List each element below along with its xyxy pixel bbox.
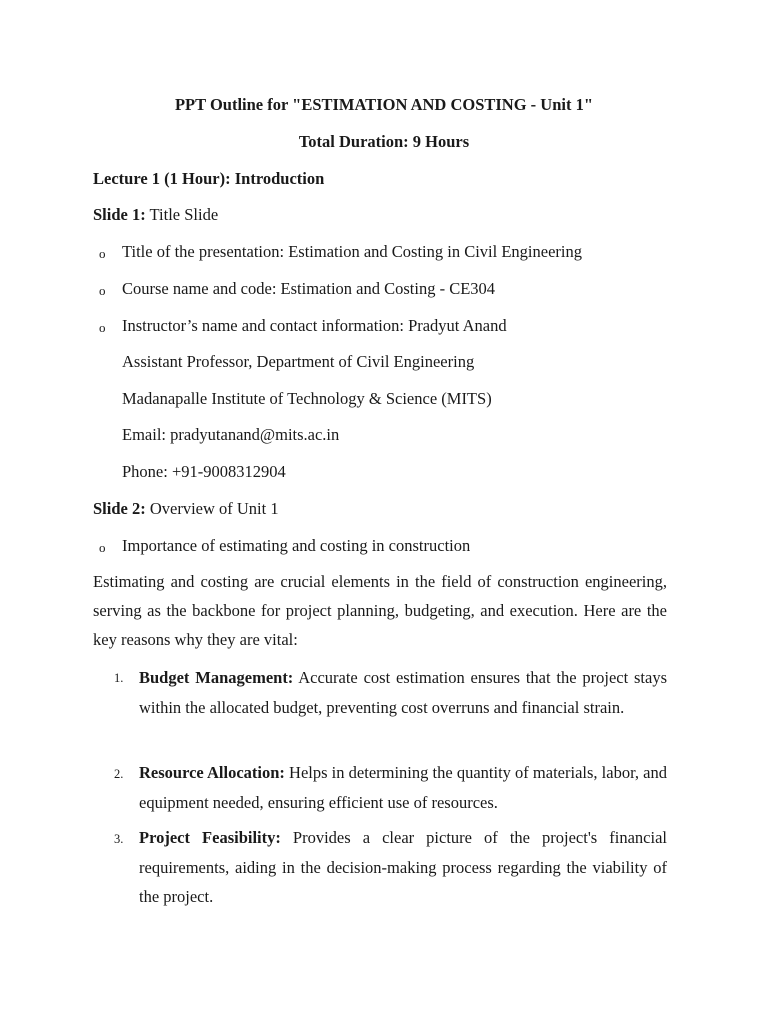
- slide-1-bullet: Instructor’s name and contact information: Pradyut Anand: [122, 316, 507, 335]
- lecture-1-heading: Lecture 1 (1 Hour): Introduction: [93, 169, 325, 188]
- list-number: 1.: [114, 671, 124, 685]
- list-item: [139, 663, 667, 722]
- bullet-icon: o: [99, 283, 106, 298]
- slide-1-bullet: Course name and code: Estimation and Costing - CE304: [122, 279, 496, 298]
- slide-2-label: Slide 2:: [93, 499, 146, 518]
- total-duration: Total Duration: 9 Hours: [298, 132, 470, 151]
- body-paragraph: Estimating and costing are crucial elements in the field of construction engineering, serving as the backbone for project planning, budgeting, and execution. Here are the key reasons why they are vital:: [93, 572, 667, 649]
- list-number: 3.: [114, 832, 124, 846]
- list-item-text: Accurate cost estimation ensures that the project stays within the allocated budget, preventing cost overruns and financial strain.: [139, 668, 668, 717]
- list-item-text: Helps in determining the quantity of materials, labor, and equipment needed, ensuring efficient use of resources.: [139, 763, 667, 812]
- list-item-title: Budget Management:: [139, 668, 294, 687]
- list-number: 2.: [114, 767, 124, 781]
- bullet-icon: o: [99, 320, 106, 335]
- list-item: [139, 823, 667, 912]
- slide-2-line: [93, 499, 279, 519]
- list-item-title: Resource Allocation:: [139, 763, 285, 782]
- contact-line: Phone: +91-9008312904: [122, 462, 286, 481]
- contact-line: Email: pradyutanand@mits.ac.in: [122, 425, 340, 444]
- contact-line: Assistant Professor, Department of Civil Engineering: [122, 352, 475, 371]
- list-item-text: Provides a clear picture of the project's financial requirements, aiding in the decision-making process regarding the viability of the project.: [139, 828, 667, 906]
- list-item: [139, 758, 667, 817]
- bullet-icon: o: [99, 246, 106, 261]
- slide-1-label: Slide 1:: [93, 205, 146, 224]
- slide-1-line: [93, 205, 218, 225]
- bullet-icon: o: [99, 540, 106, 555]
- slide-2-bullet: Importance of estimating and costing in construction: [122, 536, 471, 555]
- slide-2-text: Overview of Unit 1: [145, 499, 279, 518]
- document-title: PPT Outline for "ESTIMATION AND COSTING - Unit 1": [174, 95, 594, 114]
- contact-line: Madanapalle Institute of Technology & Science (MITS): [122, 389, 492, 408]
- slide-1-bullet: Title of the presentation: Estimation and Costing in Civil Engineering: [122, 242, 582, 261]
- list-item-title: Project Feasibility:: [139, 828, 281, 847]
- slide-1-text: Title Slide: [145, 205, 219, 224]
